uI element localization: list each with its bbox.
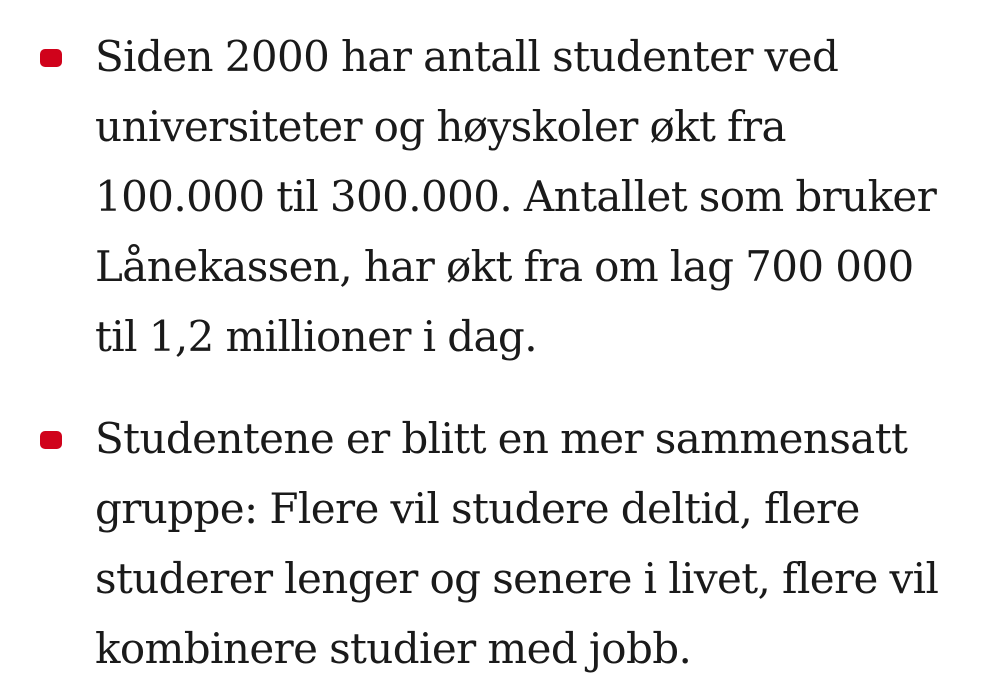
bullet-text-line: Studentene er blitt en mer sammensatt [95,414,908,463]
bullet-icon [40,431,62,449]
bullet-icon [40,49,62,67]
bullet-text-line: studerer lenger og senere i livet, flere vil [95,554,939,603]
bullet-item-student-growth [0,22,1000,372]
bullet-text-line: gruppe: Flere vil studere deltid, flere [95,484,860,533]
bullet-text-line: kombinere studier med jobb. [95,624,692,673]
bullet-list [0,22,1000,684]
bullet-text-line: til 1,2 millioner i dag. [95,312,537,361]
bullet-text-line: Siden 2000 har antall studenter ved [95,32,839,81]
bullet-text-line: Lånekassen, har økt fra om lag 700 000 [95,242,914,291]
bullet-text-line: universiteter og høyskoler økt fra [95,102,786,151]
bullet-text-line: 100.000 til 300.000. Antallet som bruker [95,172,937,221]
bullet-item-student-diversity [0,404,1000,684]
